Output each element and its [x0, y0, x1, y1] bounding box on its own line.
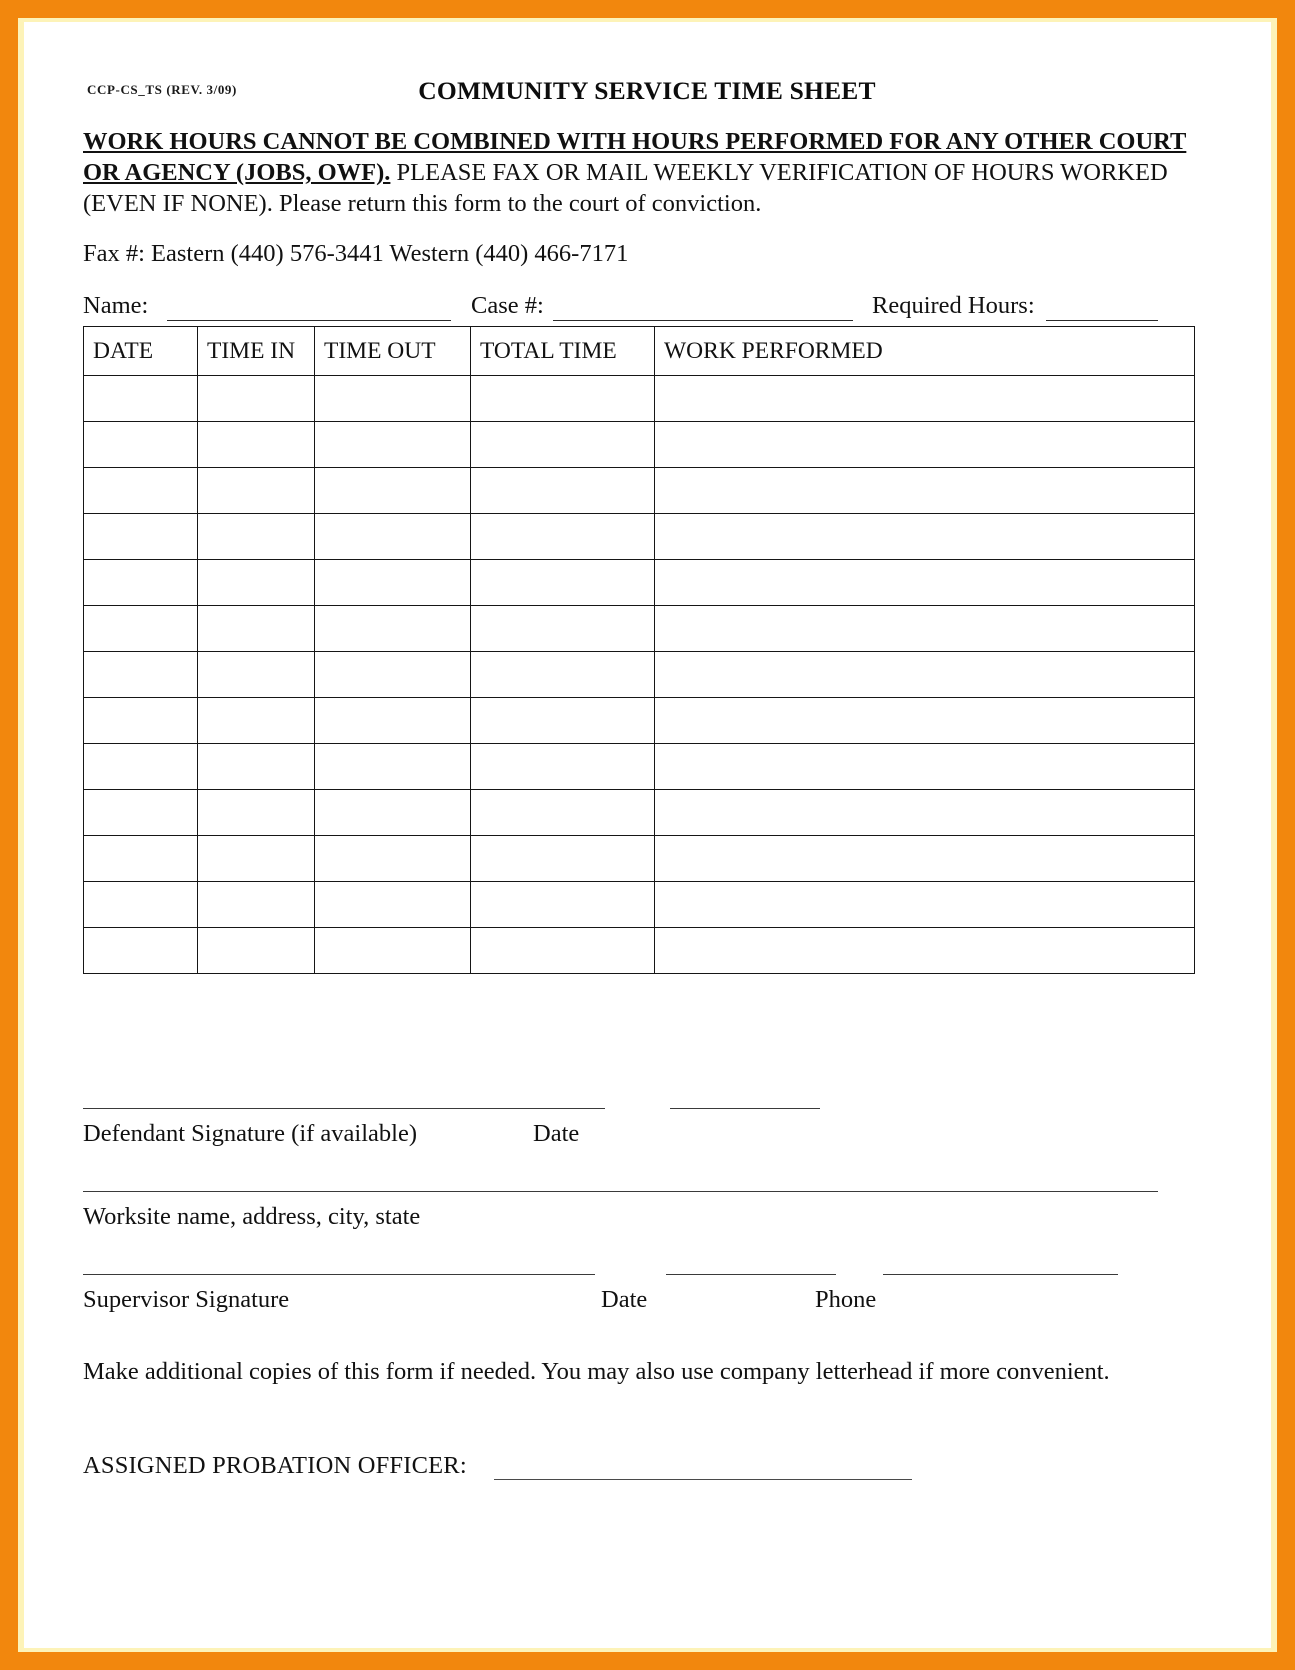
cell-date[interactable]	[84, 560, 198, 606]
defendant-date-label: Date	[533, 1120, 580, 1147]
notice-rest: PLEASE FAX OR MAIL WEEKLY VERIFICATION OF HOURS WORKED (EVEN IF NONE). Please return this form to the court of conviction.	[83, 159, 1168, 217]
cell-date[interactable]	[84, 790, 198, 836]
cell-date[interactable]	[84, 928, 198, 974]
cell-total-time[interactable]	[471, 468, 655, 514]
table-header-row	[84, 327, 1195, 376]
worksite-label: Worksite name, address, city, state	[83, 1203, 421, 1230]
assigned-probation-officer-label: ASSIGNED PROBATION OFFICER:	[83, 1452, 467, 1479]
cell-time-in[interactable]	[198, 422, 315, 468]
defendant-date-rule[interactable]	[670, 1108, 820, 1109]
cell-time-in[interactable]	[198, 606, 315, 652]
table-row	[84, 468, 1195, 514]
cell-time-out[interactable]	[315, 468, 471, 514]
supervisor-signature-block	[83, 1274, 1203, 1330]
cell-time-out[interactable]	[315, 514, 471, 560]
assigned-probation-officer-input[interactable]	[494, 1457, 912, 1480]
cell-total-time[interactable]	[471, 560, 655, 606]
cell-time-out[interactable]	[315, 882, 471, 928]
supervisor-date-label: Date	[601, 1286, 648, 1313]
case-number-label: Case #:	[471, 292, 544, 319]
cell-work-performed[interactable]	[655, 376, 1195, 422]
cell-work-performed[interactable]	[655, 468, 1195, 514]
cell-time-in[interactable]	[198, 928, 315, 974]
cell-time-out[interactable]	[315, 652, 471, 698]
table-row	[84, 560, 1195, 606]
name-rule	[167, 320, 451, 321]
page-title: COMMUNITY SERVICE TIME SHEET	[418, 76, 876, 105]
cell-time-out[interactable]	[315, 376, 471, 422]
cell-work-performed[interactable]	[655, 882, 1195, 928]
cell-date[interactable]	[84, 422, 198, 468]
cell-total-time[interactable]	[471, 744, 655, 790]
timesheet-table	[83, 326, 1195, 974]
table-row	[84, 928, 1195, 974]
cell-date[interactable]	[84, 514, 198, 560]
document-page	[24, 22, 1271, 1648]
cell-time-in[interactable]	[198, 698, 315, 744]
cell-total-time[interactable]	[471, 882, 655, 928]
table-row	[84, 652, 1195, 698]
table-row	[84, 882, 1195, 928]
worksite-block	[83, 1191, 1203, 1247]
cell-total-time[interactable]	[471, 422, 655, 468]
form-body	[62, 48, 1202, 1608]
cell-time-in[interactable]	[198, 744, 315, 790]
table-row	[84, 836, 1195, 882]
cell-time-out[interactable]	[315, 744, 471, 790]
form-revision-code: CCP-CS_TS (REV. 3/09)	[87, 82, 237, 97]
cell-time-in[interactable]	[198, 560, 315, 606]
cell-time-out[interactable]	[315, 928, 471, 974]
worksite-rule[interactable]	[83, 1191, 1158, 1192]
notice-emphasis: WORK HOURS CANNOT BE COMBINED WITH HOURS PERFORMED FOR ANY OTHER COURT OR AGENCY (JOBS, OWF).	[83, 128, 1187, 186]
supervisor-date-rule[interactable]	[666, 1274, 836, 1275]
table-row	[84, 514, 1195, 560]
cell-time-in[interactable]	[198, 376, 315, 422]
cell-date[interactable]	[84, 882, 198, 928]
cell-work-performed[interactable]	[655, 514, 1195, 560]
cell-total-time[interactable]	[471, 514, 655, 560]
cell-work-performed[interactable]	[655, 606, 1195, 652]
required-hours-label: Required Hours:	[872, 292, 1035, 319]
cell-total-time[interactable]	[471, 790, 655, 836]
column-header-date: DATE	[84, 327, 198, 376]
cell-time-in[interactable]	[198, 652, 315, 698]
cell-date[interactable]	[84, 376, 198, 422]
assigned-probation-officer-row	[83, 1452, 912, 1480]
supervisor-phone-label: Phone	[815, 1286, 877, 1313]
cell-time-out[interactable]	[315, 560, 471, 606]
column-header-work-performed: WORK PERFORMED	[655, 327, 1195, 376]
cell-date[interactable]	[84, 836, 198, 882]
notice-paragraph	[83, 126, 1203, 219]
table-row	[84, 744, 1195, 790]
cell-date[interactable]	[84, 468, 198, 514]
cell-time-out[interactable]	[315, 836, 471, 882]
cell-date[interactable]	[84, 698, 198, 744]
column-header-time-out: TIME OUT	[315, 327, 471, 376]
supervisor-signature-rule[interactable]	[83, 1274, 595, 1275]
cell-work-performed[interactable]	[655, 790, 1195, 836]
supervisor-phone-rule[interactable]	[883, 1274, 1118, 1275]
cell-time-in[interactable]	[198, 468, 315, 514]
cell-work-performed[interactable]	[655, 744, 1195, 790]
case-number-rule	[553, 320, 853, 321]
defendant-signature-block	[83, 1108, 1203, 1164]
cell-time-in[interactable]	[198, 790, 315, 836]
copies-note: Make additional copies of this form if needed. You may also use company letterhead if more convenient.	[83, 1358, 1110, 1385]
cell-total-time[interactable]	[471, 836, 655, 882]
cell-time-in[interactable]	[198, 514, 315, 560]
timesheet-body	[84, 376, 1195, 974]
fax-numbers-line: Fax #: Eastern (440) 576-3441 Western (440) 466-7171	[83, 240, 629, 267]
cell-work-performed[interactable]	[655, 836, 1195, 882]
cell-total-time[interactable]	[471, 698, 655, 744]
table-row	[84, 376, 1195, 422]
cell-date[interactable]	[84, 606, 198, 652]
cell-total-time[interactable]	[471, 376, 655, 422]
cell-work-performed[interactable]	[655, 698, 1195, 744]
defendant-signature-label: Defendant Signature (if available)	[83, 1120, 418, 1147]
column-header-total-time: TOTAL TIME	[471, 327, 655, 376]
cell-date[interactable]	[84, 652, 198, 698]
required-hours-rule	[1046, 320, 1158, 321]
cell-time-out[interactable]	[315, 606, 471, 652]
identity-field-row	[83, 292, 1203, 326]
cell-time-in[interactable]	[198, 882, 315, 928]
table-row	[84, 698, 1195, 744]
cell-work-performed[interactable]	[655, 652, 1195, 698]
cell-date[interactable]	[84, 744, 198, 790]
table-row	[84, 422, 1195, 468]
cell-time-in[interactable]	[198, 836, 315, 882]
cell-work-performed[interactable]	[655, 560, 1195, 606]
supervisor-signature-label: Supervisor Signature	[83, 1286, 290, 1313]
cell-time-out[interactable]	[315, 698, 471, 744]
defendant-signature-rule[interactable]	[83, 1108, 605, 1109]
column-header-time-in: TIME IN	[198, 327, 315, 376]
name-label: Name:	[83, 292, 149, 319]
cell-work-performed[interactable]	[655, 928, 1195, 974]
cell-work-performed[interactable]	[655, 422, 1195, 468]
cell-total-time[interactable]	[471, 652, 655, 698]
cell-total-time[interactable]	[471, 928, 655, 974]
table-row	[84, 790, 1195, 836]
cell-time-out[interactable]	[315, 422, 471, 468]
table-row	[84, 606, 1195, 652]
cell-time-out[interactable]	[315, 790, 471, 836]
cell-total-time[interactable]	[471, 606, 655, 652]
